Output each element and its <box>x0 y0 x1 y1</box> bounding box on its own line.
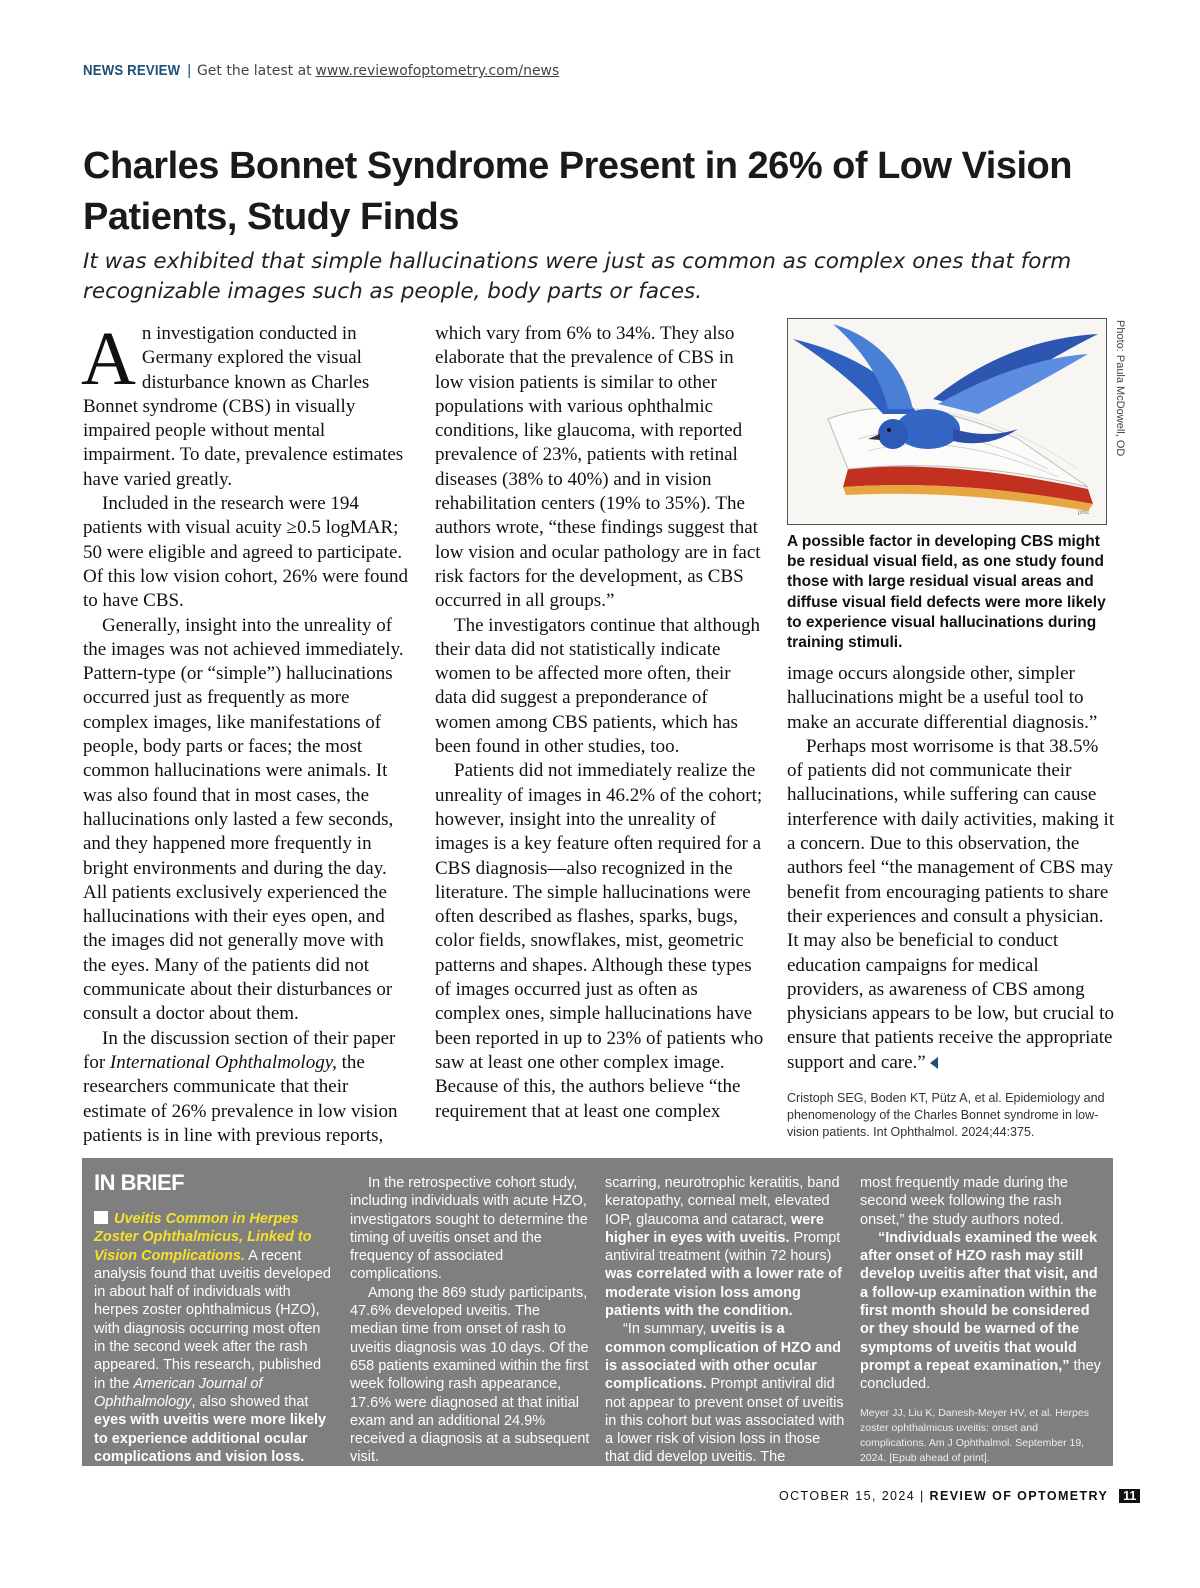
page-number: 11 <box>1119 1489 1140 1503</box>
paragraph-3: Generally, insight into the unreality of the images was not achieved immediately. Pattern-type (or “simple”) hallucinations occurred just as frequently as more complex images, like manifestations of people, body parts or faces; the most common hallucinations were animals. It was also found that in most cases, the hallucinations only lasted a few seconds, and they happened more frequently in bright environments and during the day. All patients exclusively experienced the hallucinations with their eyes open, and the images did not generally move with the eyes. Many of the patients did not communicate about their disturbances or consult a doctor about them. <box>83 614 404 1025</box>
brief-lead-text: A recent analysis found that uveitis developed in about half of individuals with herpes zoster ophthalmicus (HZO), with diagnosis occurring most often in the second week after the rash appeared. This research, published in the <box>94 1247 331 1392</box>
brief-paragraph <box>860 1229 1102 1394</box>
footer-separator: | <box>920 1489 925 1503</box>
brief-paragraph <box>605 1320 848 1485</box>
paragraph-8: image occurs alongside other, simpler hallucinations might be a useful tool to make an accurate differential diagnosis.” <box>787 663 1098 733</box>
photo-credit: Photo: Paula McDowell, OD <box>1114 320 1126 457</box>
paragraph-4-text-b: the researchers communicate that their estimate of 26% prevalence in low vision patients is in line with previous reports, <box>83 1051 398 1146</box>
paragraph-4 <box>83 1027 411 1148</box>
brief-lead-text-2: , also showed that <box>191 1393 309 1410</box>
brief-bold-text: were higher in eyes with uveitis. <box>605 1211 824 1246</box>
brief-journal-name: American Journal of Ophthalmology <box>94 1375 263 1410</box>
paragraph-9-text: Perhaps most worrisome is that 38.5% of patients did not communicate their hallucinations, while suffering can cause interference with daily activities, making it a concern. Due to this observation, the authors feel “the management of CBS may benefit from encouraging patients to share their experiences and consult a physician. It may also be beneficial to conduct education campaigns for medical providers, as awareness of CBS among physicians appears to be low, but crucial to ensure that patients receive the appropriate support and care.” <box>787 735 1115 1073</box>
paragraph-1 <box>81 317 411 492</box>
brief-column-3 <box>605 1174 848 1485</box>
brief-paragraph: Complications, including moderate or severe vision loss, corneal <box>350 1467 590 1503</box>
brief-column-1 <box>94 1170 334 1466</box>
end-mark-icon <box>930 1057 938 1069</box>
brief-column-4 <box>860 1174 1102 1466</box>
brief-bold-text: uveitis is a common complication of HZO and is associated with other ocular complications. <box>605 1321 842 1393</box>
article-column-1 <box>81 317 411 1148</box>
header-separator: | <box>187 62 192 79</box>
brief-text: scarring, neurotrophic keratitis, band keratopathy, corneal melt, elevated IOP, glaucoma and cataract, <box>605 1175 840 1228</box>
bird-book-illustration <box>787 318 1107 525</box>
publication-name: REVIEW OF OPTOMETRY <box>929 1489 1109 1503</box>
paragraph-5: which vary from 6% to 34%. They also elaborate that the prevalence of CBS in low vision patients is similar to other populations with various ophthalmic conditions, like glaucoma, with reported prevalence of 23%, patients with retinal diseases (38% to 40%) and in vision rehabilitation centers (19% to 35%). The authors wrote, “these findings suggest that low vision and ocular pathology are in fact risk factors for the development, as CBS occurred in all groups.” <box>435 323 761 612</box>
brief-title: IN BRIEF <box>94 1170 185 1195</box>
article-column-2 <box>435 322 765 1124</box>
drop-cap: A <box>81 317 136 401</box>
brief-text: Prompt antiviral treatment (within 72 hours) <box>605 1229 841 1265</box>
svg-text:pmc: pmc <box>1078 510 1090 516</box>
page-header <box>83 62 559 80</box>
brief-citation: Meyer JJ, Liu K, Danesh-Meyer HV, et al. Herpes zoster ophthalmicus uveitis: onset and complications. Am J Ophthalmol. September 19, 2024. [Epub ahead of print]. <box>860 1406 1089 1464</box>
photo-caption: A possible factor in developing CBS might be residual visual field, as one study found those with large residual visual areas and diffuse visual field defects were more likely to experience visual hallucinations during training stimuli. <box>787 533 1106 652</box>
brief-text: they concluded. <box>860 1357 1101 1393</box>
journal-name: International Ophthalmology, <box>109 1051 337 1073</box>
article-title: Charles Bonnet Syndrome Present in 26% of Low Vision Patients, Study Finds <box>83 145 1072 238</box>
brief-text: “In summary, <box>623 1321 711 1338</box>
page-footer <box>779 1489 1140 1503</box>
brief-bold-text: was correlated with a lower rate of moderate vision loss among patients with the condition. <box>605 1266 842 1320</box>
brief-paragraph <box>605 1174 848 1320</box>
brief-paragraph: In the retrospective cohort study, including individuals with acute HZO, investigators sought to determine the timing of uveitis onset and the frequency of associated complications. <box>350 1175 588 1283</box>
section-label: NEWS REVIEW <box>83 62 181 79</box>
bird-book-image <box>788 319 1106 524</box>
header-url-link[interactable]: www.reviewofoptometry.com/news <box>315 63 560 79</box>
brief-bold-text: “Individuals examined the week after onset of HZO rash may still develop uveitis after that visit, and a follow-up examination within the first month should be considered or they should be warned of the symptoms of uveitis that would prompt a repeat examination,” <box>860 1229 1098 1374</box>
article-column-3 <box>787 662 1115 1075</box>
brief-paragraph: Among the 869 study participants, 47.6% developed uveitis. The median time from onset of rash to uveitis diagnosis was 10 days. Of the 658 patients examined within the first week following rash appearance, 17.6% were diagnosed at that initial exam and an additional 24.9% received a diagnosis at a subsequent visit. <box>350 1284 590 1466</box>
paragraph-7: Patients did not immediately realize the unreality of images in 46.2% of the cohort; however, insight into the unreality of images is a key feature often required for a CBS diagnosis—also recognized in the literature. The simple hallucinations were often described as flashes, sparks, bugs, color fields, snowflakes, mist, geometric patterns and shapes. Although these types of images occurred just as often as complex ones, simple hallucinations have been reported in up to 23% of patients who saw at least one other complex image. Because of this, the authors believe “the requirement that at least one complex <box>435 760 764 1122</box>
brief-paragraph: most frequently made during the second week following the rash onset,” the study authors noted. <box>860 1175 1068 1228</box>
brief-lead <box>94 1210 334 1466</box>
issue-date: OCTOBER 15, 2024 <box>779 1489 916 1503</box>
article-citation: Cristoph SEG, Boden KT, Pütz A, et al. Epidemiology and phenomenology of the Charles Bonnet syndrome in low-vision patients. Int Ophthalmol. 2024;44:375. <box>787 1091 1105 1139</box>
article-subtitle: It was exhibited that simple hallucinations were just as common as complex ones that form recognizable images such as people, body parts or faces. <box>83 249 1072 304</box>
brief-column-2 <box>350 1174 590 1503</box>
paragraph-2: Included in the research were 194 patients with visual acuity ≥0.5 logMAR; 50 were eligible and agreed to participate. Of this low vision cohort, 26% were found to have CBS. <box>83 493 409 612</box>
brief-headline: Uveitis Common in Herpes Zoster Ophthalmicus, Linked to Vision Complications. <box>94 1211 312 1264</box>
paragraph-6: The investigators continue that although their data did not statistically indicate women to be affected more often, their data did suggest a preponderance of women among CBS patients, which has been found in other studies, too. <box>435 614 761 758</box>
paragraph-4-text-a: In the discussion section of their paper for <box>83 1027 396 1073</box>
paragraph-1-text: n investigation conducted in Germany explored the visual disturbance known as Charles Bonnet syndrome (CBS) in visually impaired people without mental impairment. To date, prevalence estimates have varied greatly. <box>83 323 404 490</box>
brief-lead-bold: eyes with uveitis were more likely to experience additional ocular complications and vision loss. <box>94 1412 327 1465</box>
square-bullet-icon <box>94 1211 108 1224</box>
brief-text: Prompt antiviral did not appear to prevent onset of uveitis in this cohort but was associated with a lower risk of vision loss in those that did develop uveitis. The diagnosis of uveitis was <box>605 1376 845 1484</box>
header-tagline: Get the latest at <box>196 63 312 79</box>
paragraph-9 <box>787 735 1115 1075</box>
